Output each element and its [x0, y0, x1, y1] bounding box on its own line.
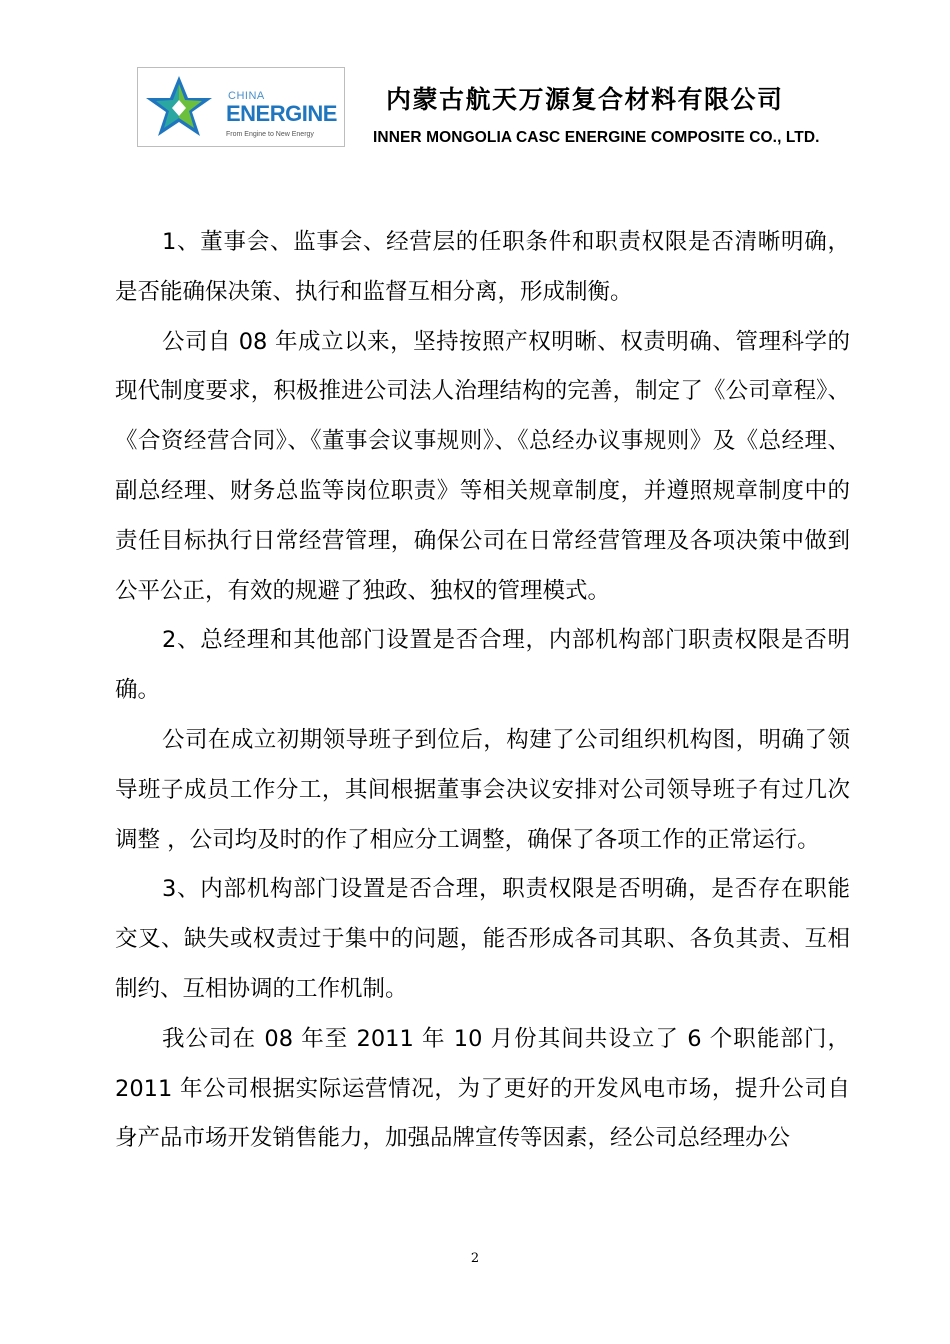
paragraph-question-3: 3、内部机构部门设置是否合理，职责权限是否明确，是否存在职能交叉、缺失或权责过于集中的问题，能否形成各司其职、各负其责、互相制约、互相协调的工作机制。 — [115, 876, 850, 1002]
paragraph-answer-1: 公司自 08 年成立以来，坚持按照产权明晰、权责明确、管理科学的现代制度要求，积极推进公司法人治理结构的完善，制定了《公司章程》、《合资经营合同》、《董事会议事规则》、《总经办议事规则》及《总经理、副总经理、财务总监等岗位职责》等相关规章制度，并遵照规章制度中的责任目标执行日常经营管理，确保公司在日常经营管理及各项决策中做到公平公正，有效的规避了独政、独权的管理模式。 — [115, 328, 850, 604]
page-header — [0, 0, 950, 160]
paragraph-question-2: 2、总经理和其他部门设置是否合理，内部机构部门职责权限是否明确。 — [115, 627, 850, 704]
star-logo-icon — [144, 74, 214, 142]
document-body — [115, 218, 850, 1164]
logo-small-text: CHINA — [228, 90, 265, 102]
logo-brand-text: ENERGINE — [226, 101, 337, 126]
paragraph-question-1: 1、董事会、监事会、经营层的任职条件和职责权限是否清晰明确，是否能确保决策、执行和监督互相分离，形成制衡。 — [115, 229, 850, 305]
company-name-english: INNER MONGOLIA CASC ENERGINE COMPOSITE CO., LTD. — [373, 129, 820, 146]
paragraph-answer-2: 公司在成立初期领导班子到位后，构建了公司组织机构图，明确了领导班子成员工作分工，其间根据董事会决议安排对公司领导班子有过几次调整 ，公司均及时的作了相应分工调整，确保了各项工作的正常运行。 — [115, 726, 850, 853]
company-name-chinese: 内蒙古航天万源复合材料有限公司 — [386, 85, 784, 114]
logo-tagline: From Engine to New Energy — [226, 131, 314, 138]
paragraph-answer-3: 我公司在 08 年至 2011 年 10 月份其间共设立了 6 个职能部门，2011 年公司根据实际运营情况，为了更好的开发风电市场，提升公司自身产品市场开发销售能力，加强品牌宣传等因素，经公司总经理办公 — [115, 1025, 850, 1152]
company-logo — [137, 67, 345, 147]
page-number: 2 — [470, 1251, 480, 1266]
